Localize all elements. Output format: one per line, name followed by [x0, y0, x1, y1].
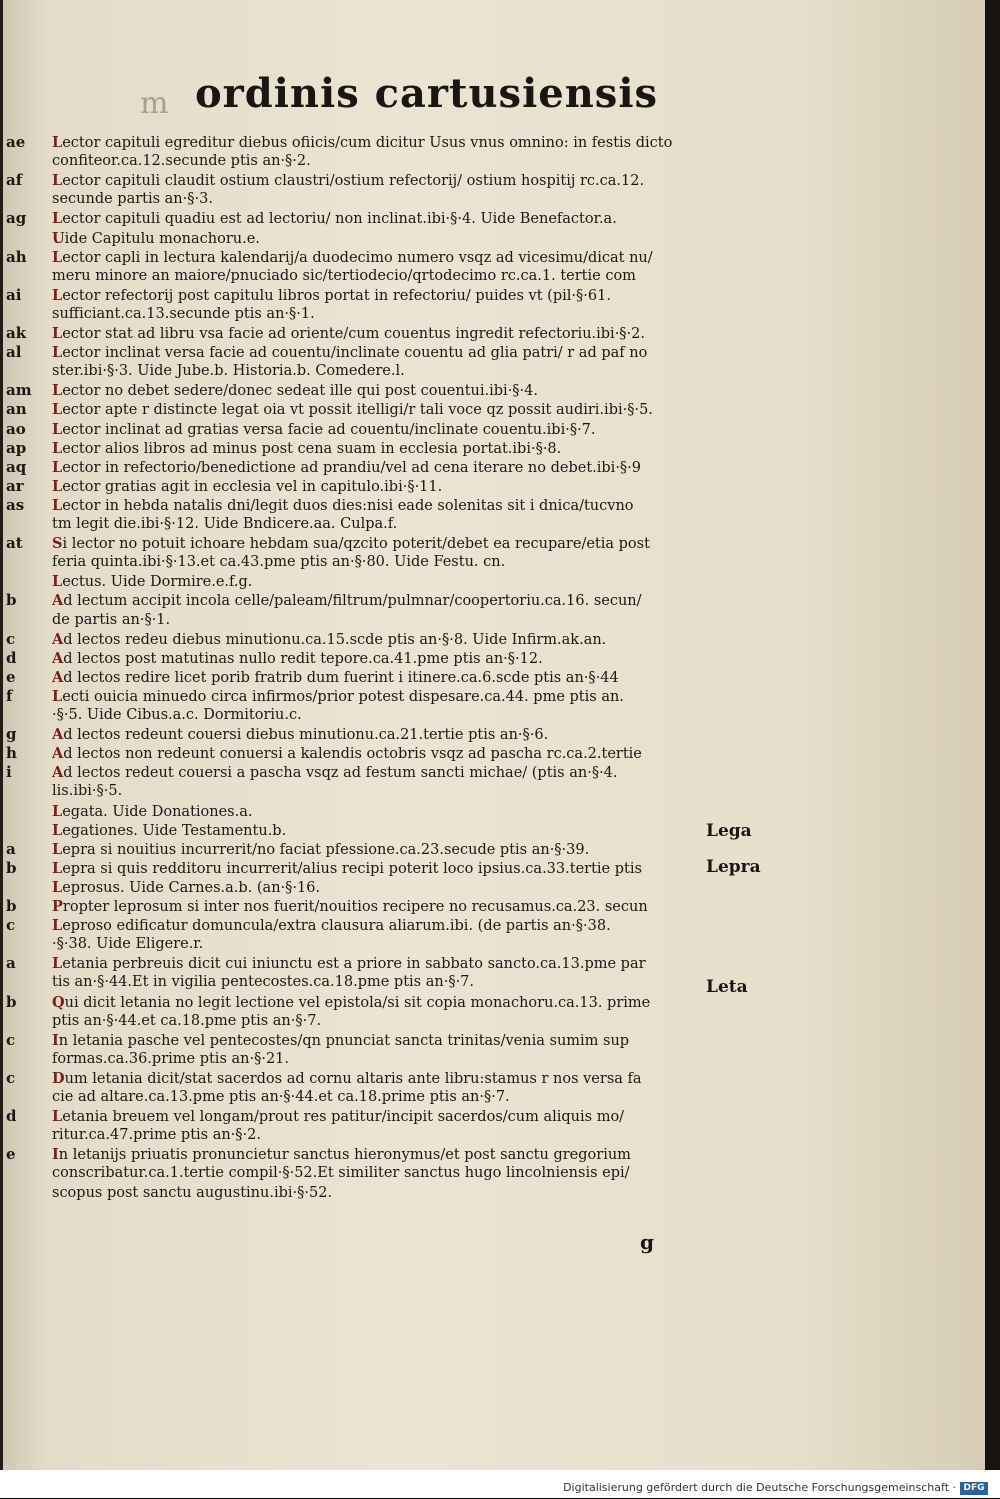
rubricated-initial: L	[52, 841, 63, 858]
rubricated-initial: A	[52, 745, 64, 762]
rubricated-initial: L	[52, 134, 63, 151]
rubricated-initial: D	[52, 1070, 65, 1087]
entry-letter: e	[6, 668, 16, 686]
entry-text-line: ·§·38. Uide Eligere.r.	[52, 936, 204, 952]
signature-mark: g	[640, 1230, 654, 1254]
entry-letter: b	[6, 859, 17, 877]
rubricated-initial: S	[52, 535, 63, 552]
rubricated-initial: A	[52, 764, 64, 781]
entry-text-line: Dum letania dicit/stat sacerdos ad cornu altaris ante libru:stamus r nos versa fa	[52, 1070, 642, 1087]
entry-text-line: Lepra si quis redditoru incurrerit/alius recipi poterit loco ipsius.ca.33.tertie ptis	[52, 860, 642, 877]
rubricated-initial: L	[52, 822, 63, 839]
entry-letter: e	[6, 1145, 16, 1163]
entry-text-line: Lectus. Uide Dormire.e.f.g.	[52, 573, 253, 590]
entry-letter	[6, 820, 46, 841]
entry-letter: ai	[6, 286, 22, 304]
entry-text-line: Legata. Uide Donationes.a.	[52, 803, 253, 820]
rubricated-initial: L	[52, 497, 63, 514]
entry-letter	[6, 361, 46, 382]
entry-text-line: Lector apte r distincte legat oia vt possit itelligi/r tali voce qz possit audiri.ibi·§·5.	[52, 401, 653, 418]
entry-text-line: Lector capituli quadiu est ad lectoriu/ non inclinat.ibi·§·4. Uide Benefactor.a.	[52, 210, 617, 227]
entry-letter	[6, 552, 46, 573]
entry-letter: a	[6, 840, 16, 858]
entry-text-line: Lector gratias agit in ecclesia vel in capitulo.ibi·§·11.	[52, 478, 443, 495]
entry-text-line: feria quinta.ibi·§·13.et ca.43.pme ptis an·§·80. Uide Festu. cn.	[52, 554, 506, 570]
entry-letter	[6, 514, 46, 535]
entry-letter	[6, 801, 46, 822]
entry-letter: al	[6, 343, 22, 361]
rubricated-initial: L	[52, 287, 63, 304]
entry-letter	[6, 571, 46, 592]
entry-text-line: Si lector no potuit ichoare hebdam sua/qzcito poterit/debet ea recupare/etia post	[52, 535, 650, 552]
entry-text-line: lis.ibi·§·5.	[52, 783, 123, 799]
rubricated-initial: L	[52, 573, 63, 590]
entry-text-line: cie ad altare.ca.13.pme ptis an·§·44.et ca.18.prime ptis an·§·7.	[52, 1089, 510, 1105]
rubricated-initial: L	[52, 401, 63, 418]
rubricated-initial: L	[52, 325, 63, 342]
rubricated-initial: L	[52, 210, 63, 227]
entry-letter	[6, 304, 46, 325]
entry-letter: c	[6, 916, 16, 934]
entry-letter	[6, 972, 46, 993]
rubricated-initial: A	[52, 726, 64, 743]
dfg-logo: DFG	[960, 1482, 988, 1495]
entry-letter	[6, 1049, 46, 1070]
page-title: ordinis cartusiensis	[195, 70, 659, 117]
faded-header-letters: m	[140, 86, 169, 121]
entry-text-line: Lector capli in lectura kalendarij/a duodecimo numero vsqz ad vicesimu/dicat nu/	[52, 249, 653, 266]
entry-letter: b	[6, 591, 17, 609]
entry-text-line: ptis an·§·44.et ca.18.pme ptis an·§·7.	[52, 1013, 322, 1029]
entry-letter: as	[6, 496, 25, 514]
rubricated-initial: L	[52, 344, 63, 361]
entry-text-line: sufficiant.ca.13.secunde ptis an·§·1.	[52, 306, 315, 322]
rubricated-initial: A	[52, 631, 64, 648]
entry-letter: ag	[6, 209, 27, 227]
entry-letter: g	[6, 725, 17, 743]
rubricated-initial: L	[52, 879, 63, 896]
entry-text-line: In letania pasche vel pentecostes/qn pnunciat sancta trinitas/venia sumim sup	[52, 1032, 630, 1049]
entry-text-line: Lector capituli egreditur diebus ofiicis/cum dicitur Usus vnus omnino: in festis dicto	[52, 134, 673, 151]
margin-note-lega: Lega	[706, 821, 752, 841]
entry-text-line: Ad lectos redeu diebus minutionu.ca.15.scde ptis an·§·8. Uide Infirm.ak.an.	[52, 631, 607, 648]
entry-text-line: ritur.ca.47.prime ptis an·§·2.	[52, 1127, 261, 1143]
entry-text-line: Leproso edificatur domuncula/extra clausura aliarum.ibi. (de partis an·§·38.	[52, 917, 611, 934]
entry-text-line: Ad lectos non redeunt conuersi a kalendis octobris vsqz ad pascha rc.ca.2.tertie	[52, 745, 642, 762]
entry-text-line: In letanijs priuatis pronuncietur sanctus hieronymus/et post sanctu gregorium	[52, 1146, 631, 1163]
entry-text-line: Ad lectos post matutinas nullo redit tepore.ca.41.pme ptis an·§·12.	[52, 650, 543, 667]
rubricated-initial: L	[52, 478, 63, 495]
entry-letter	[6, 1183, 46, 1204]
margin-note-leta: Leta	[706, 977, 748, 997]
entry-letter: d	[6, 649, 17, 667]
rubricated-initial: P	[52, 898, 63, 915]
entry-letter: ah	[6, 248, 27, 266]
entry-text-line: Lector no debet sedere/donec sedeat ille qui post couentui.ibi·§·4.	[52, 382, 538, 399]
rubricated-initial: A	[52, 650, 64, 667]
entry-letter: c	[6, 1031, 16, 1049]
entry-letter	[6, 228, 46, 249]
entry-letter: f	[6, 687, 13, 705]
rubricated-initial: A	[52, 669, 64, 686]
rubricated-initial: L	[52, 382, 63, 399]
footer-credit: Digitalisierung gefördert durch die Deutsche Forschungsgemeinschaft ·	[563, 1481, 956, 1494]
entry-letter: ar	[6, 477, 24, 495]
entry-text-line: Leprosus. Uide Carnes.a.b. (an·§·16.	[52, 879, 321, 896]
book-spine-edge	[985, 0, 1000, 1470]
entry-letter: c	[6, 630, 16, 648]
entry-text-line: tis an·§·44.Et in vigilia pentecostes.ca.18.pme ptis an·§·7.	[52, 974, 475, 990]
entry-text-line: Lector in hebda natalis dni/legit duos dies:nisi eade solenitas sit i dnica/tucvno	[52, 497, 634, 514]
entry-letter: ae	[6, 133, 26, 151]
entry-text-line: Lector inclinat ad gratias versa facie ad couentu/inclinate couentu.ibi·§·7.	[52, 421, 596, 438]
entry-letter	[6, 705, 46, 726]
rubricated-initial: L	[52, 860, 63, 877]
rubricated-initial: U	[52, 230, 65, 247]
entry-letter: an	[6, 400, 27, 418]
entry-letter: af	[6, 171, 23, 189]
entry-letter: am	[6, 381, 32, 399]
rubricated-initial: L	[52, 917, 63, 934]
rubricated-initial: I	[52, 1032, 59, 1049]
rubricated-initial: L	[52, 459, 63, 476]
entry-letter: ak	[6, 324, 27, 342]
entry-text-line: Uide Capitulu monachoru.e.	[52, 230, 260, 247]
entry-text-line: conscribatur.ca.1.tertie compil·§·52.Et similiter sanctus hugo lincolniensis epi/	[52, 1165, 630, 1181]
rubricated-initial: L	[52, 172, 63, 189]
entry-text-line: de partis an·§·1.	[52, 612, 171, 628]
rubricated-initial: I	[52, 1146, 59, 1163]
rubricated-initial: L	[52, 803, 63, 820]
entry-letter: c	[6, 1069, 16, 1087]
entry-text-line: secunde partis an·§·3.	[52, 191, 213, 207]
entry-letter: i	[6, 763, 12, 781]
entry-text-line: Ad lectos redeunt couersi diebus minutionu.ca.21.tertie ptis an·§·6.	[52, 726, 549, 743]
entry-text-line: Lector capituli claudit ostium claustri/ostium refectorij/ ostium hospitij rc.ca.12.	[52, 172, 645, 189]
entry-letter	[6, 266, 46, 287]
entry-letter	[6, 877, 46, 898]
entry-text-line: Legationes. Uide Testamentu.b.	[52, 822, 287, 839]
entry-letter: at	[6, 534, 23, 552]
margin-note-lepra: Lepra	[706, 857, 761, 877]
entry-text-line: tm legit die.ibi·§·12. Uide Bndicere.aa. Culpa.f.	[52, 516, 398, 532]
entry-letter	[6, 1163, 46, 1184]
entry-text-line: Qui dicit letania no legit lectione vel epistola/si sit copia monachoru.ca.13. prime	[52, 994, 651, 1011]
entry-letter	[6, 1011, 46, 1032]
entry-letter	[6, 610, 46, 631]
entry-text-line: scopus post sanctu augustinu.ibi·§·52.	[52, 1185, 333, 1201]
entry-letter	[6, 1125, 46, 1146]
entry-text-line: Ad lectos redeut couersi a pascha vsqz ad festum sancti michae/ (ptis an·§·4.	[52, 764, 618, 781]
entry-letter	[6, 781, 46, 802]
entry-letter: h	[6, 744, 17, 762]
entry-text-line: formas.ca.36.prime ptis an·§·21.	[52, 1051, 290, 1067]
entry-letter: ap	[6, 439, 27, 457]
entry-letter: aq	[6, 458, 27, 476]
entry-letter	[6, 1087, 46, 1108]
entry-text-line: Lector stat ad libru vsa facie ad oriente/cum couentus ingredit refectoriu.ibi·§·2.	[52, 325, 645, 342]
entry-text-line: Lepra si nouitius incurrerit/no faciat pfessione.ca.23.secude ptis an·§·39.	[52, 841, 590, 858]
entry-text-line: Lector inclinat versa facie ad couentu/inclinate couentu ad glia patri/ r ad paf no	[52, 344, 648, 361]
page-gutter	[0, 0, 3, 1470]
rubricated-initial: A	[52, 592, 64, 609]
entry-letter: d	[6, 1107, 17, 1125]
entry-letter: b	[6, 993, 17, 1011]
entry-text-line: Lector alios libros ad minus post cena suam in ecclesia portat.ibi·§·8.	[52, 440, 562, 457]
entry-text-line: confiteor.ca.12.secunde ptis an·§·2.	[52, 153, 311, 169]
rubricated-initial: L	[52, 249, 63, 266]
rubricated-initial: L	[52, 1108, 63, 1125]
entry-text-line: ·§·5. Uide Cibus.a.c. Dormitoriu.c.	[52, 707, 302, 723]
rubricated-initial: L	[52, 688, 63, 705]
entry-text-line: Ad lectum accipit incola celle/paleam/filtrum/pulmnar/coopertoriu.ca.16. secun/	[52, 592, 642, 609]
entry-letter: b	[6, 897, 17, 915]
rubricated-initial: L	[52, 955, 63, 972]
entry-text-line: Lector in refectorio/benedictione ad prandiu/vel ad cena iterare no debet.ibi·§·9	[52, 459, 642, 476]
entry-text-line: Lector refectorij post capitulu libros portat in refectoriu/ puides vt (pil·§·61.	[52, 287, 611, 304]
entry-text-line: Lecti ouicia minuedo circa infirmos/prior potest dispesare.ca.44. pme ptis an.	[52, 688, 624, 705]
entry-letter: a	[6, 954, 16, 972]
entry-letter	[6, 934, 46, 955]
entry-text-line: Letania perbreuis dicit cui iniunctu est a priore in sabbato sancto.ca.13.pme par	[52, 955, 646, 972]
entry-letter	[6, 151, 46, 172]
entry-text-line: meru minore an maiore/pnuciado sic/tertiodecio/qrtodecimo rc.ca.1. tertie com	[52, 268, 636, 284]
entry-text-line: Ad lectos redire licet porib fratrib dum fuerint i itinere.ca.6.scde ptis an·§·44	[52, 669, 619, 686]
rubricated-initial: L	[52, 421, 63, 438]
entry-letter	[6, 189, 46, 210]
rubricated-initial: L	[52, 440, 63, 457]
entry-letter: ao	[6, 420, 26, 438]
entry-text-line: Propter leprosum si inter nos fuerit/nouitios recipere no recusamus.ca.23. secun	[52, 898, 648, 915]
entry-text-line: ster.ibi·§·3. Uide Jube.b. Historia.b. Comedere.l.	[52, 363, 405, 379]
entry-text-line: Letania breuem vel longam/prout res patitur/incipit sacerdos/cum aliquis mo/	[52, 1108, 625, 1125]
rubricated-initial: Q	[52, 994, 65, 1011]
